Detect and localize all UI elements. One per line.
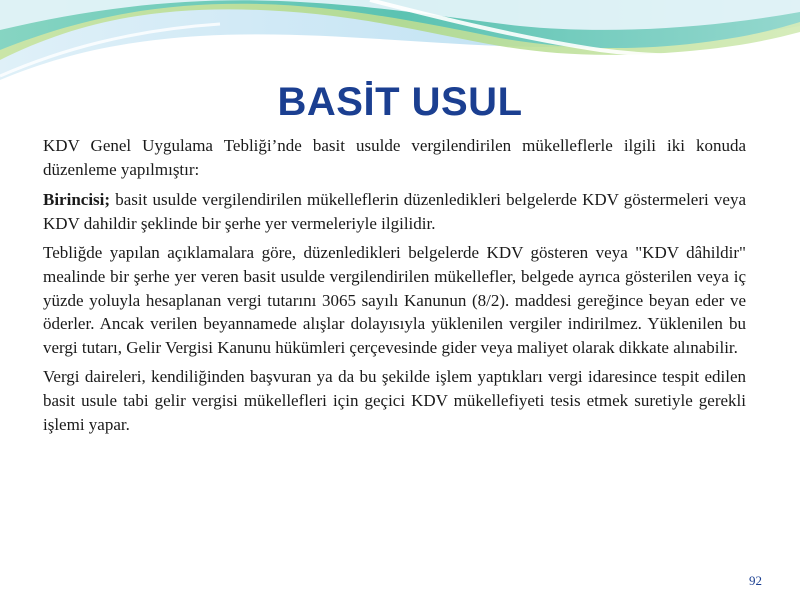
paragraph-intro [43, 134, 746, 181]
paragraph-label: Birincisi; [43, 190, 111, 210]
slide-body-text [43, 134, 746, 442]
page-number: 92 [749, 573, 762, 588]
paragraph-text: basit usulde vergilendirilen mükelleflerin düzenledikleri belgelerde KDV göstermeleri veya KDV dahildir şeklinde bir şerhe yer vermeleriyle ilgilidir. [43, 190, 746, 233]
paragraph-explanation [43, 241, 746, 359]
paragraph-tax-office [43, 365, 746, 436]
paragraph-text: KDV Genel Uygulama Tebliği’nde basit usulde vergilendirilen mükelleflerle ilgili iki konuda düzenleme yapılmıştır: [43, 136, 746, 179]
paragraph-text: Tebliğde yapılan açıklamalara göre, düzenledikleri belgelerde KDV gösteren veya "KDV dâhildir" mealinde bir şerhe yer veren basit usulde vergilendirilen mükellefler, belgede ayrıca gösterilen veya iç yüzde yoluyla hesaplanan vergi tutarını 3065 sayılı Kanunun (8/2). maddesi gereğince beyan eder ve öderler. Ancak verilen beyannamede alışlar dolayısıyla yüklenilen vergiler indirilmez. Yüklenilen bu vergi tutarı, Gelir Vergisi Kanunu hükümleri çerçevesinde gider veya maliyet olarak dikkate alınabilir. [43, 243, 746, 357]
paragraph-text: Vergi daireleri, kendiliğinden başvuran ya da bu şekilde işlem yaptıkları vergi idaresince tespit edilen basit usule tabi gelir vergisi mükellefleri için geçici KDV mükellefiyeti tesis etmek suretiyle gerekli işlemi yapar. [43, 367, 746, 434]
paragraph-first-topic [43, 188, 746, 235]
slide-title: BASİT USUL [277, 80, 523, 124]
